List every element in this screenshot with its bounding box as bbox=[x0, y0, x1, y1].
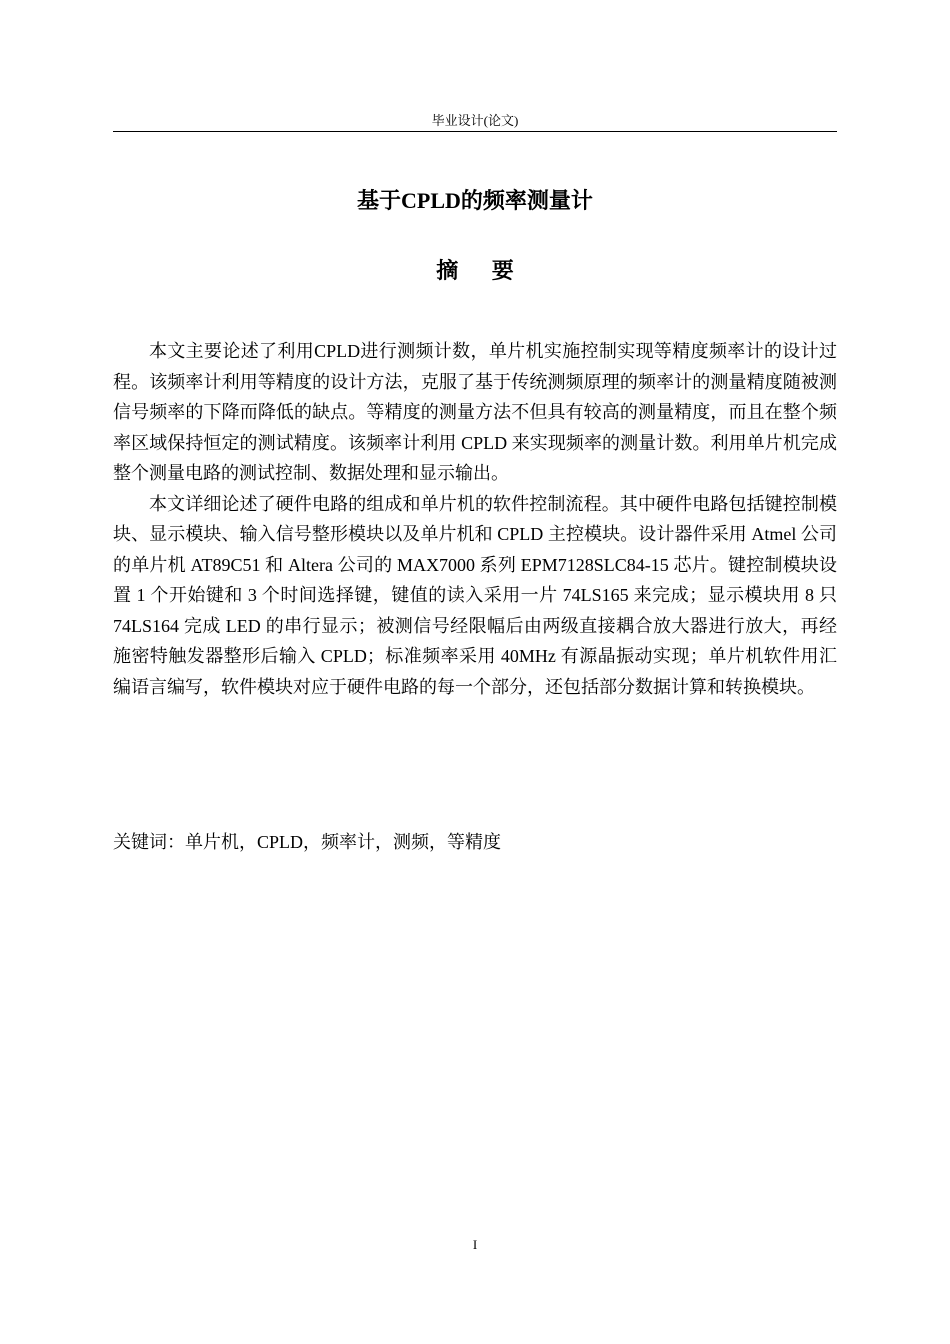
abstract-paragraph-1: 本文主要论述了利用CPLD进行测频计数，单片机实施控制实现等精度频率计的设计过程。该频率计利用等精度的设计方法，克服了基于传统测频原理的频率计的测量精度随被测信号频率的下降而降低的缺点。等精度的测量方法不但具有较高的测量精度，而且在整个频率区域保持恒定的测试精度。该频率计利用 CPLD 来实现频率的测量计数。利用单片机完成整个测量电路的测试控制、数据处理和显示输出。 bbox=[113, 341, 837, 483]
abstract-paragraph-2: 本文详细论述了硬件电路的组成和单片机的软件控制流程。其中硬件电路包括键控制模块、显示模块、输入信号整形模块以及单片机和 CPLD 主控模块。设计器件采用 Atmel 公司的单片机 AT89C51 和 Altera 公司的 MAX7000 系列 EPM7128SLC84-15 芯片。键控制模块设置 1 个开始键和 3 个时间选择键，键值的读入采用一片 74LS165 来完成；显示模块用 8 只 74LS164 完成 LED 的串行显示；被测信号经限幅后由两级直接耦合放大器进行放大，再经施密特触发器整形后输入 CPLD；标准频率采用 40MHz 有源晶振动实现；单片机软件用汇编语言编写，软件模块对应于硬件电路的每一个部分，还包括部分数据计算和转换模块。 bbox=[113, 493, 837, 697]
abstract-body bbox=[113, 336, 837, 702]
document-title: 基于CPLD的频率测量计 bbox=[357, 188, 593, 213]
keywords-line: 关键词：单片机，CPLD，频率计，测频，等精度 bbox=[113, 832, 502, 852]
abstract-heading: 摘 要 bbox=[436, 258, 528, 283]
header-rule bbox=[113, 131, 837, 132]
page-number: I bbox=[472, 1237, 478, 1252]
page-header: 毕业设计(论文) bbox=[431, 113, 519, 128]
